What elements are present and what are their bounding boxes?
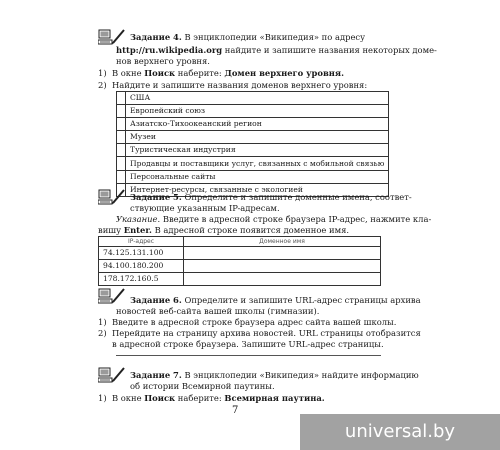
task4-heading: Задание 4. В энциклопедии «Википедия» по адресу <box>130 32 366 42</box>
table-cell: Продавцы и поставщики услуг, связанных с мобильной связью <box>126 157 389 170</box>
task5-note-line1: Указание. Введите в адресной строке браузера IP-адрес, нажмите кла- <box>116 214 432 224</box>
table-cell: Азиатско-Тихоокеанский регион <box>126 118 389 131</box>
table-row <box>117 92 389 105</box>
task4-line3: нов верхнего уровня. <box>116 56 210 66</box>
col-domain-header: Доменное имя <box>184 237 381 247</box>
task5-heading: Задание 5. Определите и запишите доменные имена, соответ- <box>130 192 412 202</box>
table-cell: Туристическая индустрия <box>126 144 389 157</box>
table-cell: Персональные сайты <box>126 170 389 183</box>
table-cell: Музеи <box>126 131 389 144</box>
task5-note-line2: вишу Enter. В адресной строке появится доменное имя. <box>98 225 350 235</box>
task4-step2: 2) Найдите и запишите названия доменов верхнего уровня: <box>98 80 368 90</box>
task6-step2-cont: в адресной строке браузера. Запишите URL-адрес страницы. <box>112 339 384 349</box>
computer-pencil-icon <box>98 366 126 384</box>
page-number: 7 <box>232 405 239 416</box>
ip-cell: 94.100.180.200 <box>99 260 184 273</box>
ip-cell: 178.172.160.5 <box>99 273 184 286</box>
task6-step2: 2) Перейдите на страницу архива новостей. URL страницы отобразится <box>98 328 421 338</box>
answer-line <box>116 355 381 356</box>
watermark: universal.by <box>300 414 500 450</box>
table-row <box>99 260 381 273</box>
computer-pencil-icon <box>98 287 126 305</box>
task4-step1: 1) В окне Поиск наберите: Домен верхнего уровня. <box>98 68 345 78</box>
table-row <box>117 105 389 118</box>
table-row <box>117 118 389 131</box>
ip-cell: 74.125.131.100 <box>99 247 184 260</box>
table-row <box>99 247 381 260</box>
task6-line2: новостей веб-сайта вашей школы (гимназии). <box>116 306 320 316</box>
task7-line2: об истории Всемирной паутины. <box>130 381 275 391</box>
wikipedia-url: http://ru.wikipedia.org <box>116 45 223 55</box>
col-ip-header: IP-адрес <box>99 237 184 247</box>
table-cell: Интернет-ресурсы, связанные с экологией <box>126 183 389 196</box>
table-row <box>117 131 389 144</box>
task6-step1: 1) Введите в адресной строке браузера адрес сайта вашей школы. <box>98 317 397 327</box>
computer-pencil-icon <box>98 188 126 206</box>
task6-heading: Задание 6. Определите и запишите URL-адрес страницы архива <box>130 295 421 305</box>
ip-table <box>98 236 381 286</box>
task4-line2: http://ru.wikipedia.org найдите и запишите названия некоторых доме- <box>116 45 437 55</box>
table-cell: Европейский союз <box>126 105 389 118</box>
table-row <box>117 157 389 170</box>
task5-line2: ствующие указанным IP-адресам. <box>130 203 280 213</box>
table-header-row <box>99 237 381 247</box>
task7-heading: Задание 7. В энциклопедии «Википедия» найдите информацию <box>130 370 419 380</box>
table-row <box>99 273 381 286</box>
task7-step1: 1) В окне Поиск наберите: Всемирная паутина. <box>98 393 325 403</box>
domains-table <box>116 91 389 197</box>
table-cell: США <box>126 92 389 105</box>
table-row <box>117 170 389 183</box>
table-row <box>117 144 389 157</box>
computer-pencil-icon <box>98 28 126 46</box>
